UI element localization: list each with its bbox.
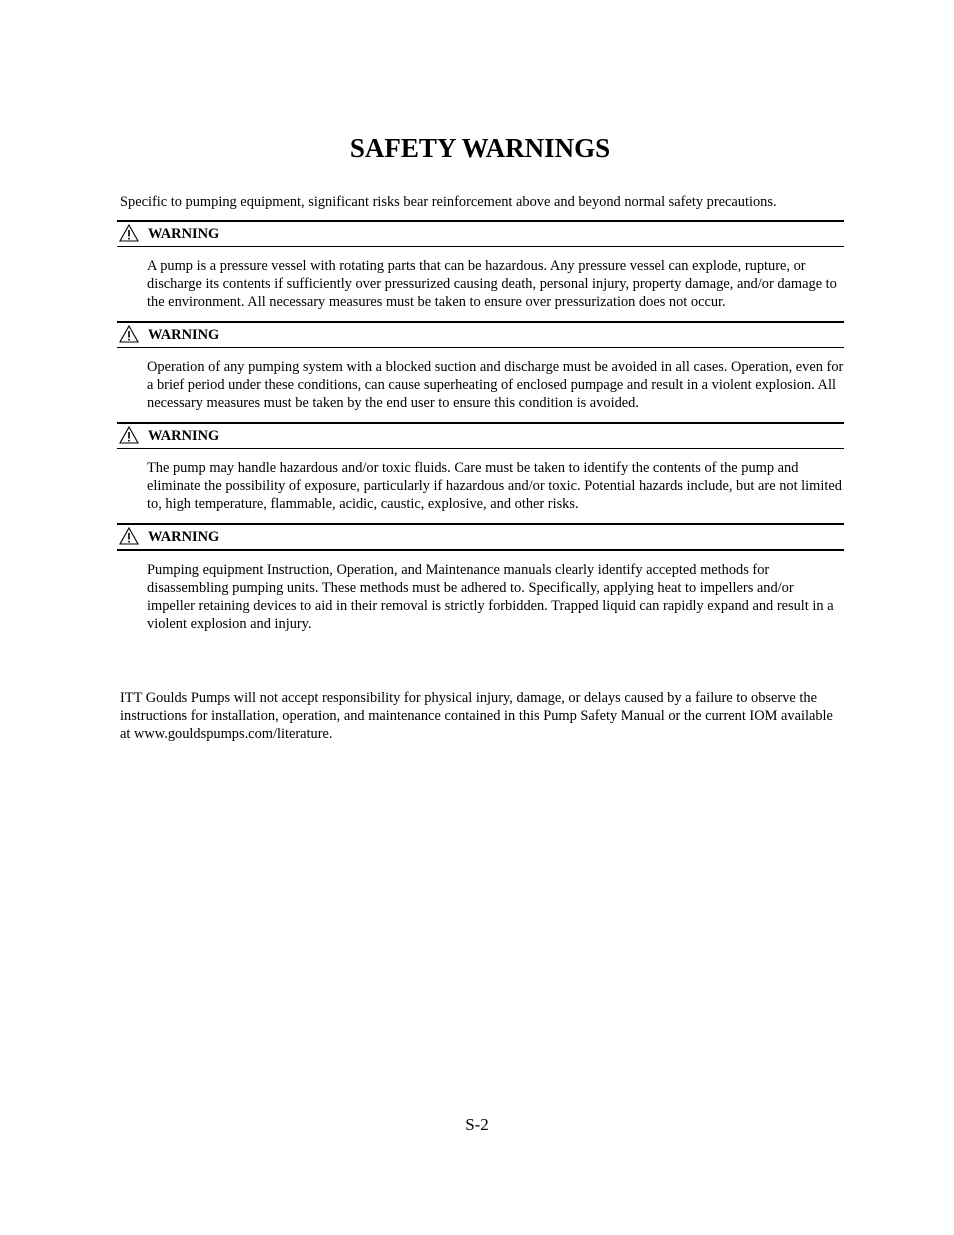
warning-label: WARNING	[148, 529, 220, 545]
warning-block-3	[117, 422, 844, 523]
warning-text: Pumping equipment Instruction, Operation, and Maintenance manuals clearly identify accepted methods for disassembling pumping units. These methods must be adhered to. Specifically, applying heat to impellers and/or impeller retaining devices to aid in their removal is strictly forbidden. Trapped liquid can rapidly expand and result in a violent explosion and injury.	[147, 562, 834, 632]
warning-triangle-icon	[119, 325, 139, 343]
warning-text: The pump may handle hazardous and/or toxic fluids. Care must be taken to identify the contents of the pump and eliminate the possibility of exposure, particularly if hazardous and/or toxic. Potential hazards include, but are not limited to, high temperature, flammable, acidic, caustic, explosive, and other risks.	[147, 460, 842, 512]
warning-label: WARNING	[148, 226, 220, 242]
page-title: SAFETY WARNINGS	[349, 133, 611, 163]
warning-label: WARNING	[148, 428, 220, 444]
warning-triangle-icon	[119, 527, 139, 545]
warning-header	[117, 220, 844, 247]
warning-text: A pump is a pressure vessel with rotating parts that can be hazardous. Any pressure vessel can explode, rupture, or discharge its contents if sufficiently over pressurized causing death, personal injury, property damage, and/or damage to the environment. All necessary measures must be taken to ensure over pressurization does not occur.	[147, 258, 837, 310]
warning-triangle-icon	[119, 426, 139, 444]
warning-block-4	[117, 523, 844, 643]
warning-header	[117, 321, 844, 348]
warning-triangle-icon	[119, 224, 139, 242]
warning-header	[117, 422, 844, 449]
closing-paragraph: ITT Goulds Pumps will not accept responsibility for physical injury, damage, or delays caused by a failure to observe the instructions for installation, operation, and maintenance contained in this Pump Safety Manual or the current IOM available at www.gouldspumps.com/literature.	[120, 690, 833, 742]
warning-header	[117, 523, 844, 551]
warning-block-2	[117, 321, 844, 422]
warning-label: WARNING	[148, 327, 220, 343]
page-number: S-2	[465, 1115, 489, 1134]
warning-block-1	[117, 220, 844, 321]
intro-paragraph: Specific to pumping equipment, significant risks bear reinforcement above and beyond normal safety precautions.	[120, 194, 777, 210]
warnings-list	[117, 220, 844, 643]
warning-text: Operation of any pumping system with a blocked suction and discharge must be avoided in all cases. Operation, even for a brief period under these conditions, can cause superheating of enclosed pumpage and result in a violent explosion. All necessary measures must be taken by the end user to ensure this condition is avoided.	[147, 359, 844, 411]
